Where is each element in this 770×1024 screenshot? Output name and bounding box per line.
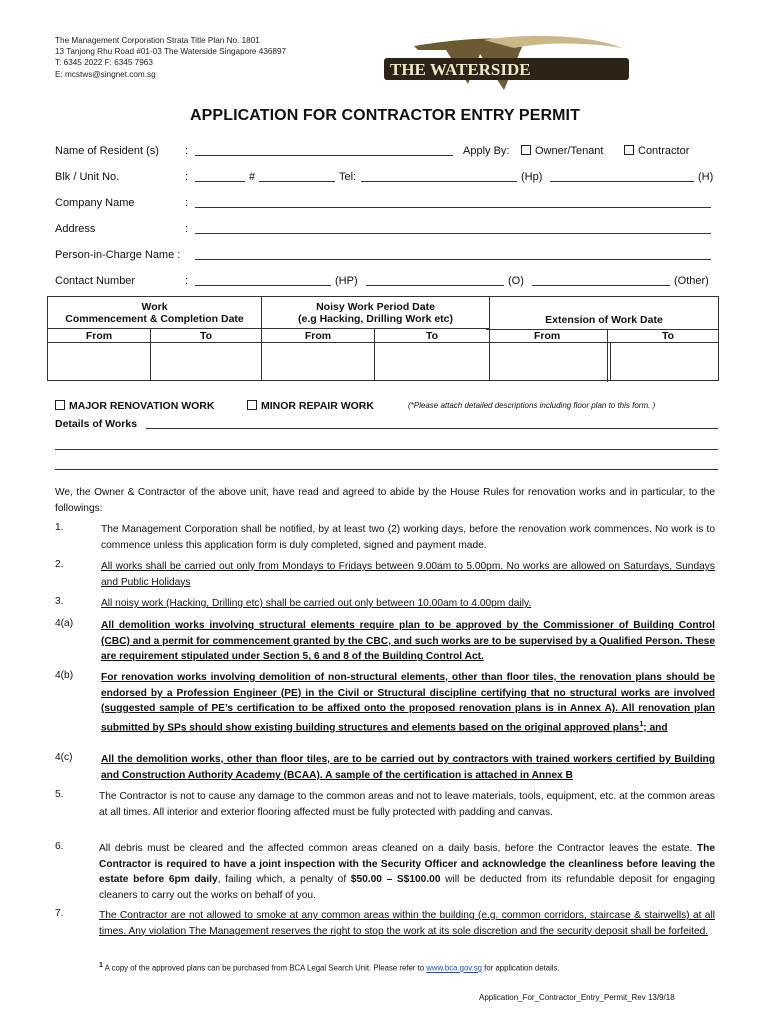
major-renovation-label: MAJOR RENOVATION WORK	[69, 400, 215, 412]
company-field[interactable]	[195, 198, 711, 208]
commencement-to-cell[interactable]	[151, 343, 262, 381]
rule-4b-sup: 1	[639, 720, 644, 728]
commencement-from-cell[interactable]	[48, 343, 151, 381]
header-line: 13 Tanjong Rhu Road #01-03 The Waterside Singapore 436897	[55, 47, 287, 57]
details-line[interactable]	[55, 460, 718, 470]
extension-divider	[486, 329, 718, 330]
commencement-header	[48, 297, 262, 329]
to-header: To	[151, 329, 262, 343]
other-label: (Other)	[674, 275, 709, 287]
resident-label: Name of Resident (s)	[55, 145, 159, 157]
colon: :	[185, 197, 189, 209]
rule-4b-tail: ; and	[643, 722, 668, 734]
work-dates-table	[47, 296, 719, 381]
address-field[interactable]	[195, 224, 711, 234]
rule-number: 7.	[55, 908, 64, 919]
extension-split	[607, 329, 608, 382]
rule-number: 4(c)	[55, 752, 73, 763]
contact-o-field[interactable]	[366, 276, 504, 286]
commencement-subtitle: Commencement & Completion Date	[65, 312, 244, 325]
footnote-text: A copy of the approved plans can be purchased from BCA Legal Search Unit. Please refer to	[102, 963, 427, 973]
from-header: From	[48, 329, 151, 343]
colon: :	[185, 223, 189, 235]
rule-number: 4(a)	[55, 618, 74, 629]
contractor-checkbox[interactable]	[624, 145, 634, 155]
details-line[interactable]	[55, 440, 718, 450]
rule-number: 3.	[55, 596, 64, 607]
resident-field[interactable]	[195, 146, 453, 156]
rule-1: The Management Corporation shall be notified, by at least two (2) working days, before the renovation work commences. No work is to commence unless this application form is duly completed, signed and payment made.	[101, 524, 715, 551]
details-label: Details of Works	[55, 418, 138, 430]
blk-unit-label: Blk / Unit No.	[55, 171, 120, 183]
owner-tenant-label: Owner/Tenant	[535, 145, 604, 157]
logo-text: THE WATERSIDE	[390, 60, 531, 79]
contact-label: Contact Number	[55, 275, 136, 287]
bca-link[interactable]: www.bca.gov.sg	[426, 963, 483, 973]
intro-paragraph: We, the Owner & Contractor of the above unit, have read and agreed to abide by the House Rules for renovation works and in particular, to the followings:	[55, 487, 715, 514]
owner-tenant-checkbox[interactable]	[521, 145, 531, 155]
noisy-title: Noisy Work Period Date	[316, 300, 435, 313]
apply-by-label: Apply By:	[463, 145, 510, 157]
rule-number: 1.	[55, 522, 64, 533]
page-title: APPLICATION FOR CONTRACTOR ENTRY PERMIT	[190, 107, 580, 124]
extension-from-cell[interactable]	[490, 343, 611, 381]
extension-header: Extension of Work Date	[490, 297, 719, 343]
rule-3: All noisy work (Hacking, Drilling etc) shall be carried out only between 10.00am to 4.00pm daily.	[101, 598, 532, 609]
company-label: Company Name	[55, 197, 135, 209]
pic-field[interactable]	[195, 250, 711, 260]
details-line[interactable]	[146, 419, 718, 429]
noisy-from-cell[interactable]	[262, 343, 375, 381]
colon: :	[185, 171, 189, 183]
pic-label: Person-in-Charge Name :	[55, 249, 181, 261]
rule-4a: All demolition works involving structural elements require plan to be approved by the Commissioner of Building Control (CBC) and a permit for commencement granted by the CBC, and such works are to be supervised by a Qualified Person. These are requirement stipulated under Section 5, 6 and 8 of the Building Control Act.	[101, 620, 715, 663]
blk-field[interactable]	[195, 172, 245, 182]
from-header: From	[262, 329, 375, 343]
rule-number: 4(b)	[55, 670, 74, 681]
rule-4b	[101, 670, 715, 736]
h-label: (H)	[698, 171, 714, 183]
to-header: To	[375, 329, 490, 343]
unit-field[interactable]	[259, 172, 335, 182]
header-line: E: mcstws@singnet.com.sg	[55, 69, 156, 79]
mcst-address-block	[55, 35, 286, 80]
noisy-subtitle: (e.g Hacking, Drilling Work etc)	[298, 312, 453, 325]
hash-label: #	[249, 171, 256, 183]
rule-6-a: All debris must be cleared and the affected common areas cleaned on a daily basis, before the Contractor leaves the estate.	[99, 843, 697, 854]
contact-other-field[interactable]	[532, 276, 670, 286]
noisy-to-cell[interactable]	[375, 343, 490, 381]
rule-6-d: $50.00 – S$100.00	[350, 874, 441, 886]
rule-number: 2.	[55, 559, 64, 570]
rule-2: All works shall be carried out only from Mondays to Fridays between 9.00am to 5.00pm. No works are allowed on Saturdays, Sundays and Public Holidays	[101, 561, 715, 588]
extension-from-label: From	[534, 330, 561, 342]
tel-hp-field[interactable]	[361, 172, 517, 182]
major-renovation-checkbox[interactable]	[55, 400, 65, 410]
document-reference: Application_For_Contractor_Entry_Permit_Rev 13/9/18	[479, 993, 675, 1002]
attach-note: (*Please attach detailed descriptions including floor plan to this form. )	[408, 401, 656, 410]
footnote-text-end: for application details.	[482, 963, 560, 973]
hp-label: (Hp)	[521, 171, 543, 183]
minor-repair-checkbox[interactable]	[247, 400, 257, 410]
rule-number: 5.	[55, 789, 64, 800]
rule-number: 6.	[55, 841, 64, 852]
hp2-label: (HP)	[335, 275, 358, 287]
header-line: T: 6345 2022 F: 6345 7963	[55, 58, 153, 68]
minor-repair-label: MINOR REPAIR WORK	[261, 400, 374, 412]
rule-4c: All the demolition works, other than floor tiles, are to be carried out by contractors with trained workers certified by Building and Construction Authority Academy (BCAA). A sample of the certification is attached in Annex B	[101, 754, 715, 781]
colon: :	[185, 275, 189, 287]
contractor-label: Contractor	[638, 145, 690, 157]
rule-5: The Contractor is not to cause any damage to the common areas and not to leave materials, tools, equipment, etc. at the common areas at all times. All interior and exterior flooring affected must be fully protected with padding and canvas.	[99, 791, 715, 818]
extension-to-label: To	[662, 330, 675, 342]
rule-6-c: , failing which, a penalty of	[217, 874, 351, 886]
extension-to-cell[interactable]	[611, 343, 719, 381]
waterside-logo	[384, 34, 629, 99]
noisy-header	[262, 297, 490, 329]
rule-4b-text: For renovation works involving demolition of non-structural elements, other than floor tiles, the renovation plans should be endorsed by a Profession Engineer (PE) in the Civil or Structural discipline certifying that no structural works are involved (suggested sample of PE’s certification to be affixed onto the proposed renovation plans is in Annex A). All renovation plan submitted by SPs should show existing building structures and elements based on the original approved plans	[101, 672, 715, 734]
header-line: The Management Corporation Strata Title Plan No. 1801	[55, 36, 260, 45]
footnote-sup: 1	[99, 962, 103, 969]
tel-label: Tel:	[339, 171, 357, 183]
rule-6	[99, 841, 715, 903]
contact-hp-field[interactable]	[195, 276, 331, 286]
address-label: Address	[55, 223, 96, 235]
colon: :	[185, 145, 189, 157]
footnote	[99, 962, 560, 973]
rule-7: The Contractor are not allowed to smoke at any common areas within the building (e.g. common corridors, staircase & stairwells) at all times. Any violation The Management reserves the right to stop the work at its sole discretion and the security deposit shall be forfeited.	[99, 910, 715, 937]
rule-6-e: will be deducted from its refundable deposit for engaging cleaners to carry out the works on behalf of you.	[99, 874, 715, 901]
o-label: (O)	[508, 275, 524, 287]
commencement-title: Work	[141, 300, 168, 313]
tel-h-field[interactable]	[550, 172, 694, 182]
rule-6-b: The Contractor is required to have a joint inspection with the Security Officer and acknowledge the cleanliness before leaving the estate before 6pm daily	[99, 843, 715, 886]
